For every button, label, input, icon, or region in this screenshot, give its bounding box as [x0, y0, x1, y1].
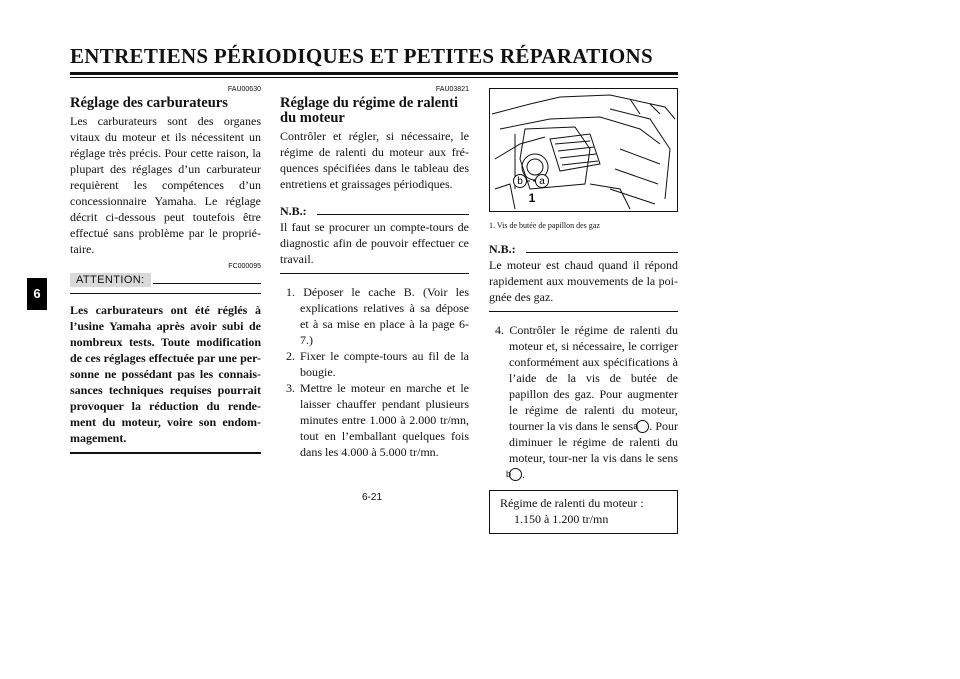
- note-line: [317, 208, 469, 215]
- step4-text-c: .: [522, 467, 525, 481]
- header-rule-thick: [70, 72, 678, 75]
- spec-box: [489, 490, 678, 534]
- figure-label-1: 1: [528, 191, 536, 205]
- column-figure: [489, 86, 678, 534]
- step-item: 2. Fixer le compte-tours au fil de la bougie.: [286, 349, 469, 379]
- section-intro: Les carburateurs sont des organes vitaux du moteur et ils nécessitent un réglage très précis. Pour cette raison, la plupart des réglages d’un carburateur requièrent les compétences d’un concessionnaire Yamaha. Le réglage décrit ci-dessous peut toutefois être effectué sans problème par le proprié-taire.: [70, 114, 261, 256]
- page-number: 6-21: [362, 492, 383, 503]
- step4-text-a: 4. Contrôler le régime de ralenti du moteur et, si nécessaire, le corriger conformément aux spécifications à l’aide de la vis de butée de papillon des gaz. Pour augmenter le régime de ralenti du moteur, tourner la vis dans le sens: [495, 323, 678, 433]
- steps-list: [489, 322, 678, 482]
- direction-b-icon: b: [509, 468, 522, 481]
- spec-label: Régime de ralenti du moteur :: [500, 496, 644, 510]
- column-carburetor: [70, 86, 261, 454]
- section-title-line2: du moteur: [280, 110, 345, 126]
- throttle-screw-figure: [489, 88, 678, 212]
- note-end-rule: [280, 273, 469, 274]
- step4-text-b: . Pour diminuer le régime de ralenti du moteur, tour-ner la vis dans le sens: [509, 419, 679, 465]
- chapter-tab: 6: [27, 278, 47, 310]
- section-title: Réglage des carburateurs: [70, 95, 228, 111]
- section-intro: Contrôler et régler, si nécessaire, le régime de ralenti du moteur aux fré-quences spécifiées dans le tableau des entretiens et graissages périodiques.: [280, 129, 469, 191]
- step-item: 1. Déposer le cache B. (Voir les explications relatives à sa dépose et à sa mise en place à la page 6-7.): [286, 285, 469, 347]
- section-code: FAU00630: [227, 86, 261, 93]
- page-header-title: ENTRETIENS PÉRIODIQUES ET PETITES RÉPARATIONS: [70, 44, 653, 68]
- note-header: [280, 204, 469, 219]
- spec-value: 1.150 à 1.200 tr/mn: [514, 512, 609, 526]
- step-item: [489, 322, 678, 482]
- direction-a-icon: a: [636, 420, 649, 433]
- note-line: [526, 246, 678, 253]
- attention-block: [70, 263, 261, 454]
- section-title-line1: Réglage du régime de ralenti: [280, 95, 458, 111]
- attention-line: [153, 276, 261, 284]
- attention-divider: [70, 293, 261, 294]
- attention-text: Les carburateurs ont été réglés à l’usine Yamaha après avoir subi de nombreux tests. Toute modification de ces réglages effectuée par une per-sonne ne possédant pas les connais-sances techniques requises pourrait provoquer la réduction du rende-ment du moteur, voire son endom-magement.: [70, 303, 261, 445]
- attention-label: ATTENTION:: [70, 273, 151, 287]
- note-label: N.B.:: [489, 242, 516, 256]
- note-label: N.B.:: [280, 204, 307, 218]
- section-code: FAU03821: [435, 86, 469, 93]
- figure-label-b: b: [517, 176, 523, 187]
- section-title: [280, 96, 469, 126]
- step-item: 3. Mettre le moteur en marche et le laisser chauffer pendant plusieurs minutes entre 1.000 à 2.000 tr/mn, tout en l’emballant quelques fois dans les 4.000 à 5.000 tr/mn.: [286, 381, 469, 459]
- note-text: Il faut se procurer un compte-tours de diagnostic afin de pouvoir effectuer ce travail.: [280, 220, 469, 266]
- header-rule-thin: [70, 77, 678, 78]
- column-idle-speed: [280, 86, 469, 460]
- steps-list: [280, 284, 469, 460]
- figure-label-a: a: [539, 176, 545, 187]
- figure-caption: 1. Vis de butée de papillon des gaz: [489, 221, 600, 230]
- engine-illustration: [490, 89, 677, 211]
- note-text: Le moteur est chaud quand il répond rapidement aux mouvements de la poi-gnée des gaz.: [489, 258, 678, 304]
- attention-end-rule: [70, 452, 261, 454]
- note-header: [489, 242, 678, 257]
- note-end-rule: [489, 311, 678, 312]
- attention-code: FC000095: [228, 263, 261, 270]
